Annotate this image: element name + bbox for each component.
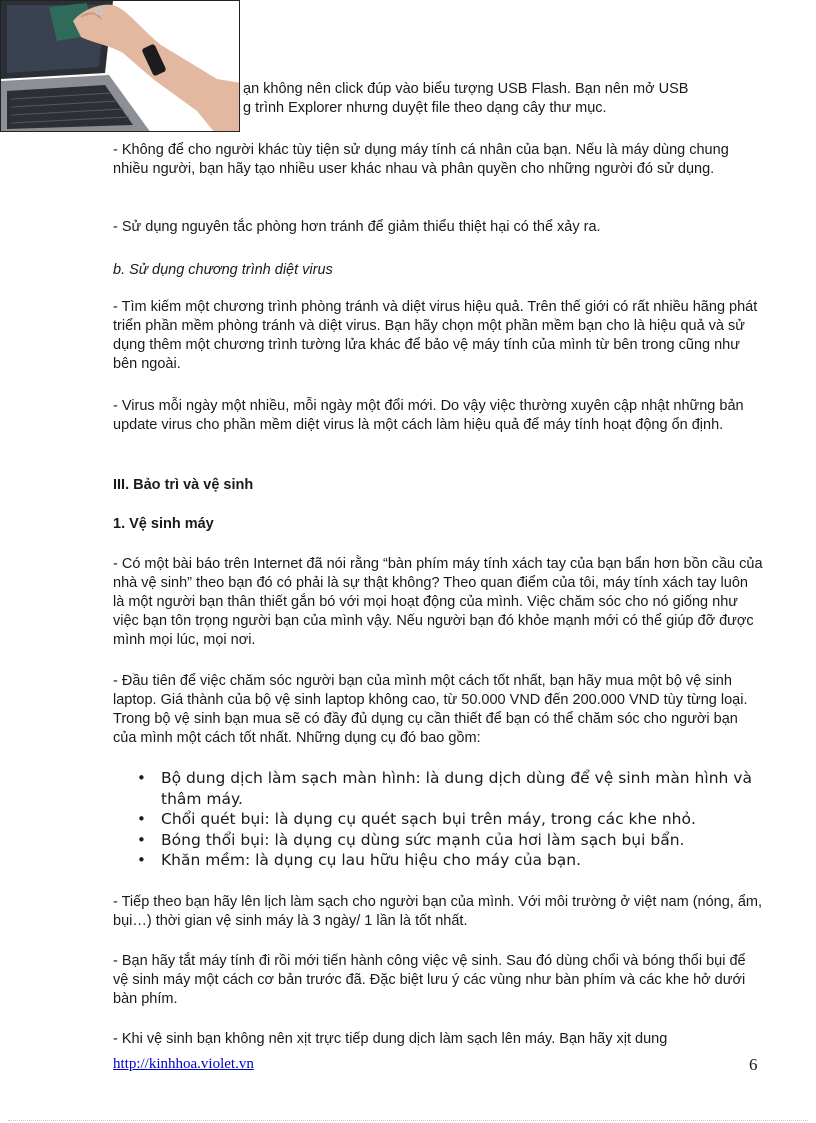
list-item: • Bóng thổi bụi: là dụng cụ dùng sức mạnh của hơi làm sạch bụi bẩn. <box>113 830 763 851</box>
intro-paragraph <box>243 80 763 118</box>
paragraph-update-virus: - Virus mỗi ngày một nhiều, mỗi ngày một đổi mới. Do vậy việc thường xuyên cập nhật những bản update virus cho phần mềm diệt virus là một cách làm hiệu quả để máy tính hoạt động ổn định. <box>113 398 744 433</box>
paragraph-users: - Không để cho người khác tùy tiện sử dụng máy tính cá nhân của bạn. Nếu là máy dùng chung nhiều người, bạn hãy tạo nhiều user khác nhau và phân quyền cho những người đó sử dụng. <box>113 142 729 177</box>
paragraph-spray: - Khi vệ sinh bạn không nên xịt trực tiếp dung dịch làm sạch lên máy. Bạn hãy xịt dung <box>113 1031 668 1047</box>
paragraph-schedule: - Tiếp theo bạn hãy lên lịch làm sạch cho người bạn của mình. Với môi trường ở việt nam (nóng, ẩm, bụi…) thời gian vệ sinh máy là 3 ngày/ 1 lần là tốt nhất. <box>113 894 763 929</box>
list-item: • Chổi quét bụi: là dụng cụ quét sạch bụi trên máy, trong các khe nhỏ. <box>113 809 763 830</box>
page-number: 6 <box>749 1055 758 1074</box>
paragraph-cleaning-kit: - Đầu tiên để việc chăm sóc người bạn của mình một cách tốt nhất, bạn hãy mua một bộ vệ sinh laptop. Giá thành của bộ vệ sinh laptop không cao, từ 50.000 VND đến 200.000 VND tùy từng loại. Trong bộ vệ sinh bạn mua sẽ có đầy đủ dụng cụ cần thiết để bạn có thể chăm sóc cho người bạn của mình một cách tốt nhất. Những dụng cụ đó bao gồm: <box>113 673 748 746</box>
cleaning-tools-list <box>113 768 763 871</box>
paragraph-find-antivirus: - Tìm kiếm một chương trình phòng tránh và diệt virus hiệu quả. Trên thế giới có rất nhiều hãng phát triển phần mềm phòng tránh và diệt virus. Bạn hãy chọn một phần mềm bạn cho là hiệu quả và sử dụng thêm một chương trình tường lửa khác để bảo vệ máy tính của mình từ bên trong cũng như bên ngoài. <box>113 299 758 372</box>
intro-line-1: ạn không nên click đúp vào biểu tượng USB Flash. Bạn nên mở USB <box>243 81 689 97</box>
laptop-cleaning-photo <box>0 0 240 132</box>
paragraph-prevention: - Sử dụng nguyên tắc phòng hơn tránh để giảm thiểu thiệt hại có thể xảy ra. <box>113 219 601 235</box>
section-heading-maintenance: III. Bảo trì và vệ sinh <box>113 477 254 493</box>
paragraph-turn-off: - Bạn hãy tắt máy tính đi rồi mới tiến hành công việc vệ sinh. Sau đó dùng chổi và bóng thổi bụi để vệ sinh máy một cách cơ bản trước đã. Đặc biệt lưu ý các vùng như bàn phím và các khe hở dưới bàn phím. <box>113 953 746 1007</box>
paragraph-article: - Có một bài báo trên Internet đã nói rằng “bàn phím máy tính xách tay của bạn bẩn hơn bồn cầu của nhà vệ sinh” theo bạn đó có phải là sự thật không? Theo quan điểm của tôi, máy tính xách tay luôn là một người bạn thân thiết gắn bó với mọi hoạt động của mình. Việc chăm sóc cho nó giống như việc bạn tôn trọng người bạn của mình vậy. Nếu người bạn đó khỏe mạnh mới có thể giúp đỡ được mình mọi lúc, mọi nơi. <box>113 556 763 648</box>
page-bottom-divider <box>8 1120 808 1121</box>
section-heading-cleaning: 1. Vệ sinh máy <box>113 516 214 532</box>
list-item: • Khăn mềm: là dụng cụ lau hữu hiệu cho máy của bạn. <box>113 850 763 871</box>
section-heading-antivirus: b. Sử dụng chương trình diệt virus <box>113 262 333 278</box>
footer-website-link[interactable]: http://kinhhoa.violet.vn <box>113 1056 254 1072</box>
intro-line-2: g trình Explorer nhưng duyệt file theo dạng cây thư mục. <box>243 100 607 116</box>
list-item: • Bộ dung dịch làm sạch màn hình: là dung dịch dùng để vệ sinh màn hình và thâm máy. <box>113 768 763 809</box>
